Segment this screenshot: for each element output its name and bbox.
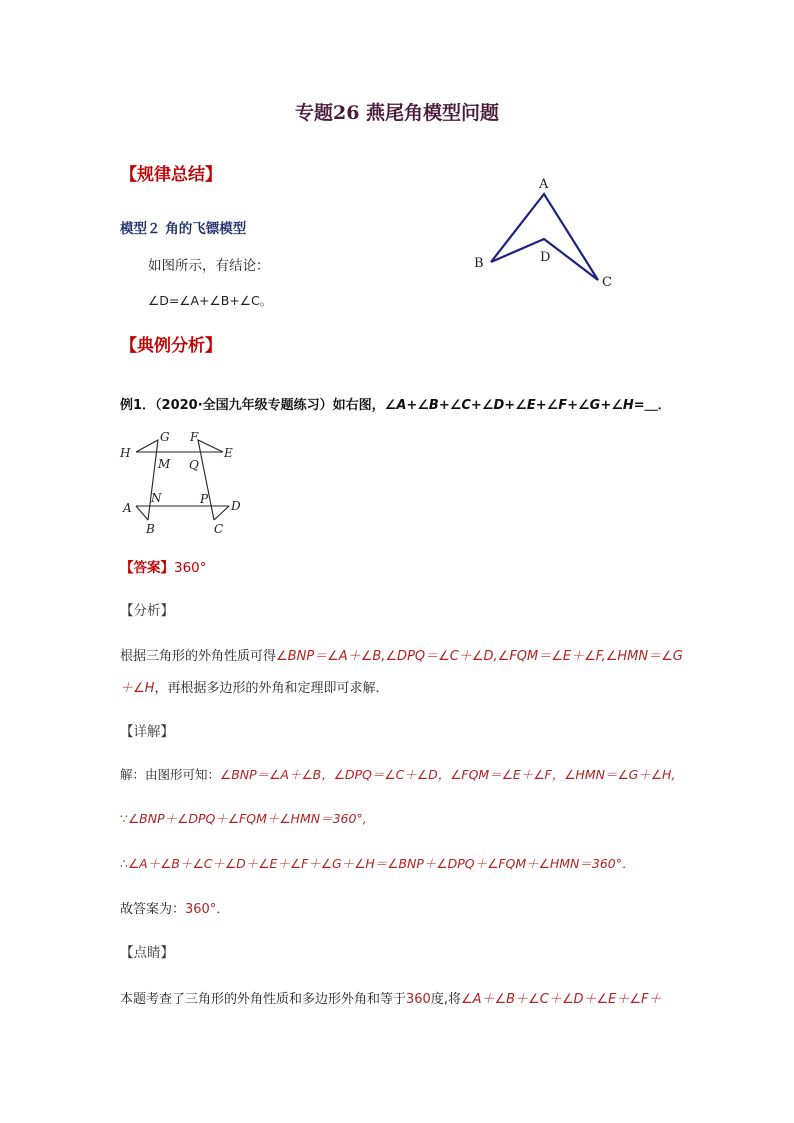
dart-figure <box>468 172 628 297</box>
detail-line4-prefix: 故答案为： <box>120 902 186 917</box>
analysis-line2-suffix: ，再根据多边形的外角和定理即可求解． <box>154 681 389 696</box>
dart-label-a: A <box>539 177 549 192</box>
answer-tag: 【答案】 <box>120 560 174 576</box>
fig-label-p: P <box>200 492 209 506</box>
detail-line4 <box>120 898 229 917</box>
detail-line1-expr: ∠BNP＝∠A＋∠B，∠DPQ＝∠C＋∠D，∠FQM＝∠E＋∠F，∠HMN＝∠G＋∠H, <box>220 767 676 782</box>
answer-line <box>120 556 207 576</box>
analysis-line1 <box>120 645 683 664</box>
dart-label-d: D <box>540 250 551 265</box>
fig-label-m: M <box>158 457 171 471</box>
detail-line1 <box>120 765 675 783</box>
fig-label-g: G <box>160 430 170 444</box>
analysis-line2-expr: ＋∠H <box>120 681 155 696</box>
analysis-tag: 【分析】 <box>120 603 174 619</box>
answer-value: 360° <box>174 560 207 576</box>
example1-expr: ∠A+∠B+∠C+∠D+∠E+∠F+∠G+∠H= <box>384 398 645 413</box>
example-figure <box>118 426 248 538</box>
summary-heading: 【规律总结】 <box>120 165 222 185</box>
comment-line <box>120 988 662 1007</box>
example1-question <box>120 394 671 413</box>
fig-label-a: A <box>123 501 132 515</box>
fig-label-f: F <box>190 430 199 444</box>
dart-shape <box>491 194 598 280</box>
comment-expr: ∠A＋∠B＋∠C＋∠D＋∠E＋∠F＋ <box>460 992 662 1007</box>
analysis-line1-expr: ∠BNP＝∠A＋∠B,∠DPQ＝∠C＋∠D,∠FQM＝∠E＋∠F,∠HMN＝∠G <box>276 649 683 664</box>
dart-label-c: C <box>602 275 612 290</box>
comment-mid: 度,将 <box>430 992 461 1007</box>
example-heading: 【典例分析】 <box>120 336 222 356</box>
detail-line3: ∴∠A＋∠B＋∠C＋∠D＋∠E＋∠F＋∠G＋∠H＝∠BNP＋∠DPQ＋∠FQM＋∠HMN＝360°． <box>120 856 635 871</box>
detail-line1-prefix: 解：由图形可知： <box>120 767 221 782</box>
model-title: 模型２ 角的飞镖模型 <box>120 221 247 237</box>
detail-tag: 【详解】 <box>120 724 174 740</box>
analysis-line2 <box>120 677 388 696</box>
comment-prefix: 本题考查了三角形的外角性质和多边形外角和等于 <box>120 992 407 1007</box>
detail-line4-value: 360°． <box>185 902 230 917</box>
detail-line2: ∵∠BNP＋∠DPQ＋∠FQM＋∠HMN＝360°, <box>120 811 367 826</box>
example1-label: 例1． <box>120 398 156 413</box>
page-title: 专题26 燕尾角模型问题 <box>294 102 500 124</box>
model-conclusion: ∠D=∠A+∠B+∠C。 <box>148 293 273 308</box>
comment-num: 360 <box>406 992 431 1007</box>
fig-label-d: D <box>231 499 241 513</box>
analysis-line1-prefix: 根据三角形的外角性质可得 <box>120 649 277 664</box>
fig-label-c: C <box>214 522 224 536</box>
comment-tag: 【点睛】 <box>120 945 174 961</box>
dart-label-b: B <box>474 256 484 271</box>
fig-label-n: N <box>151 491 162 505</box>
model-text: 如图所示，有结论： <box>148 258 270 274</box>
example1-source: （2020·全国九年级专题练习）如右图， <box>155 398 385 413</box>
example1-blank: ＿． <box>644 398 671 413</box>
fig-label-q: Q <box>189 458 199 472</box>
fig-label-h: H <box>120 446 131 460</box>
fig-label-b: B <box>146 522 155 536</box>
fig-label-e: E <box>224 446 233 460</box>
